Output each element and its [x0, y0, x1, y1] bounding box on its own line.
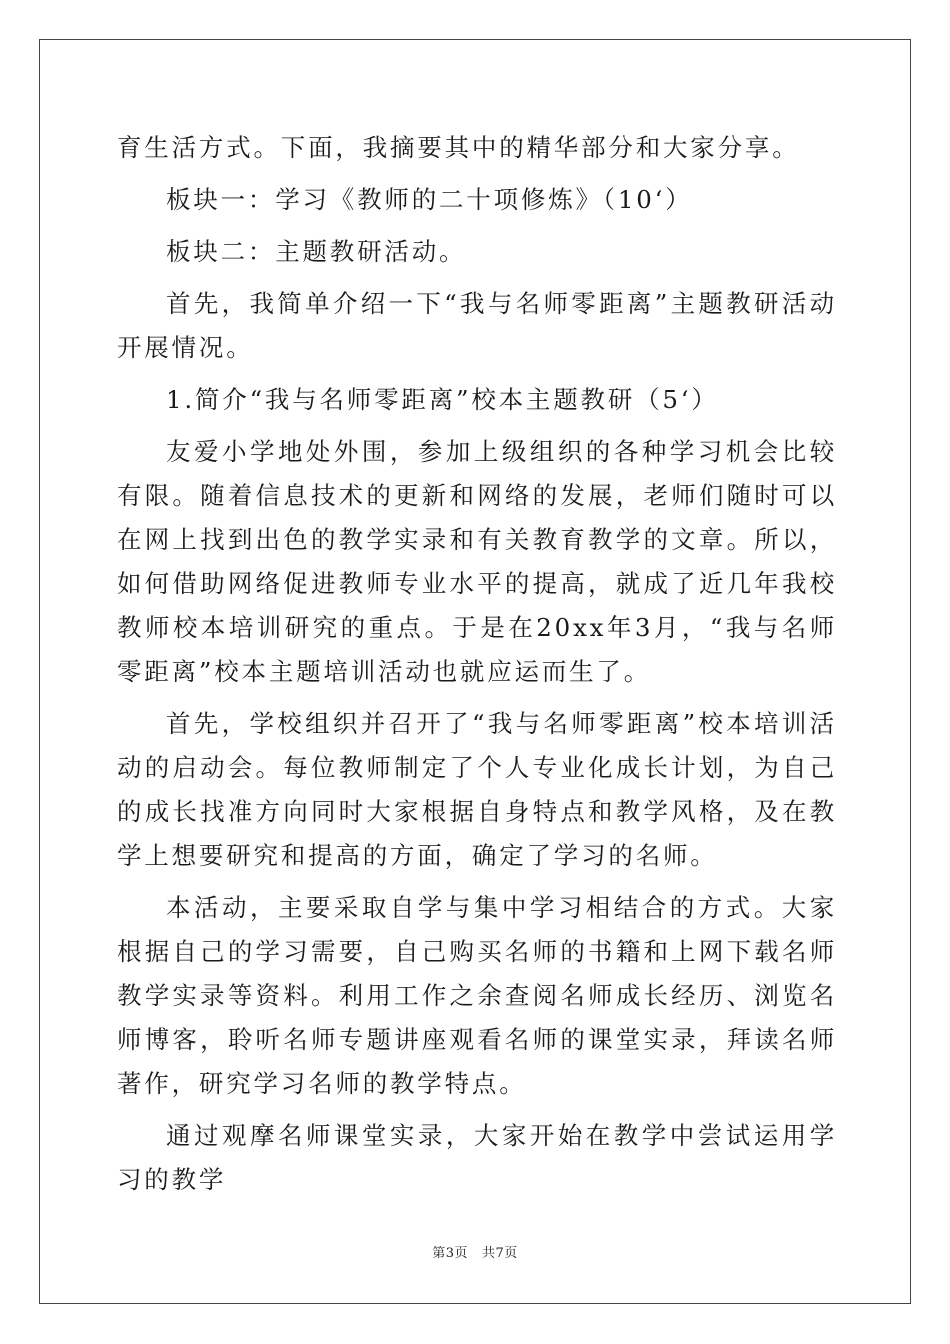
paragraph-continuation: 育生活方式。下面，我摘要其中的精华部分和大家分享。 — [117, 133, 800, 162]
paragraph-heading-1: 1.简介“我与名师零距离”校本主题教研（5‘） — [166, 385, 719, 414]
paragraph-intro: 首先，我简单介绍一下“我与名师零距离”主题教研活动开展情况。 — [117, 289, 837, 362]
paragraph-background: 友爱小学地处外围，参加上级组织的各种学习机会比较有限。随着信息技术的更新和网络的发展，老师们随时可以在网上找到出色的教学实录和有关教育教学的文章。所以，如何借助网络促进教师专业水平的提高，就成了近几年我校教师校本培训研究的重点。于是在20xx年3月，“我与名师零距离”校本主题培训活动也就应运而生了。 — [117, 437, 837, 686]
paragraph-launch-meeting: 首先，学校组织并召开了“我与名师零距离”校本培训活动的启动会。每位教师制定了个人专业化成长计划，为自己的成长找准方向同时大家根据自身特点和教学风格，及在教学上想要研究和提高的方面，确定了学习的名师。 — [117, 709, 837, 870]
page-number-current: 第3页 — [432, 1246, 468, 1261]
paragraph-section-two: 板块二：主题教研活动。 — [166, 237, 467, 266]
page-footer — [0, 1242, 950, 1261]
paragraph-observation: 通过观摩名师课堂实录，大家开始在教学中尝试运用学习的教学 — [117, 1121, 837, 1194]
paragraph-study-method: 本活动，主要采取自学与集中学习相结合的方式。大家根据自己的学习需要，自己购买名师的书籍和上网下载名师教学实录等资料。利用工作之余查阅名师成长经历、浏览名师博客，聆听名师专题讲座观看名师的课堂实录，拜读名师著作，研究学习名师的教学特点。 — [117, 893, 837, 1098]
page-number-total: 共7页 — [482, 1246, 518, 1261]
paragraph-section-one: 板块一：学习《教师的二十项修炼》（10‘） — [166, 185, 693, 214]
document-body — [117, 126, 837, 1202]
